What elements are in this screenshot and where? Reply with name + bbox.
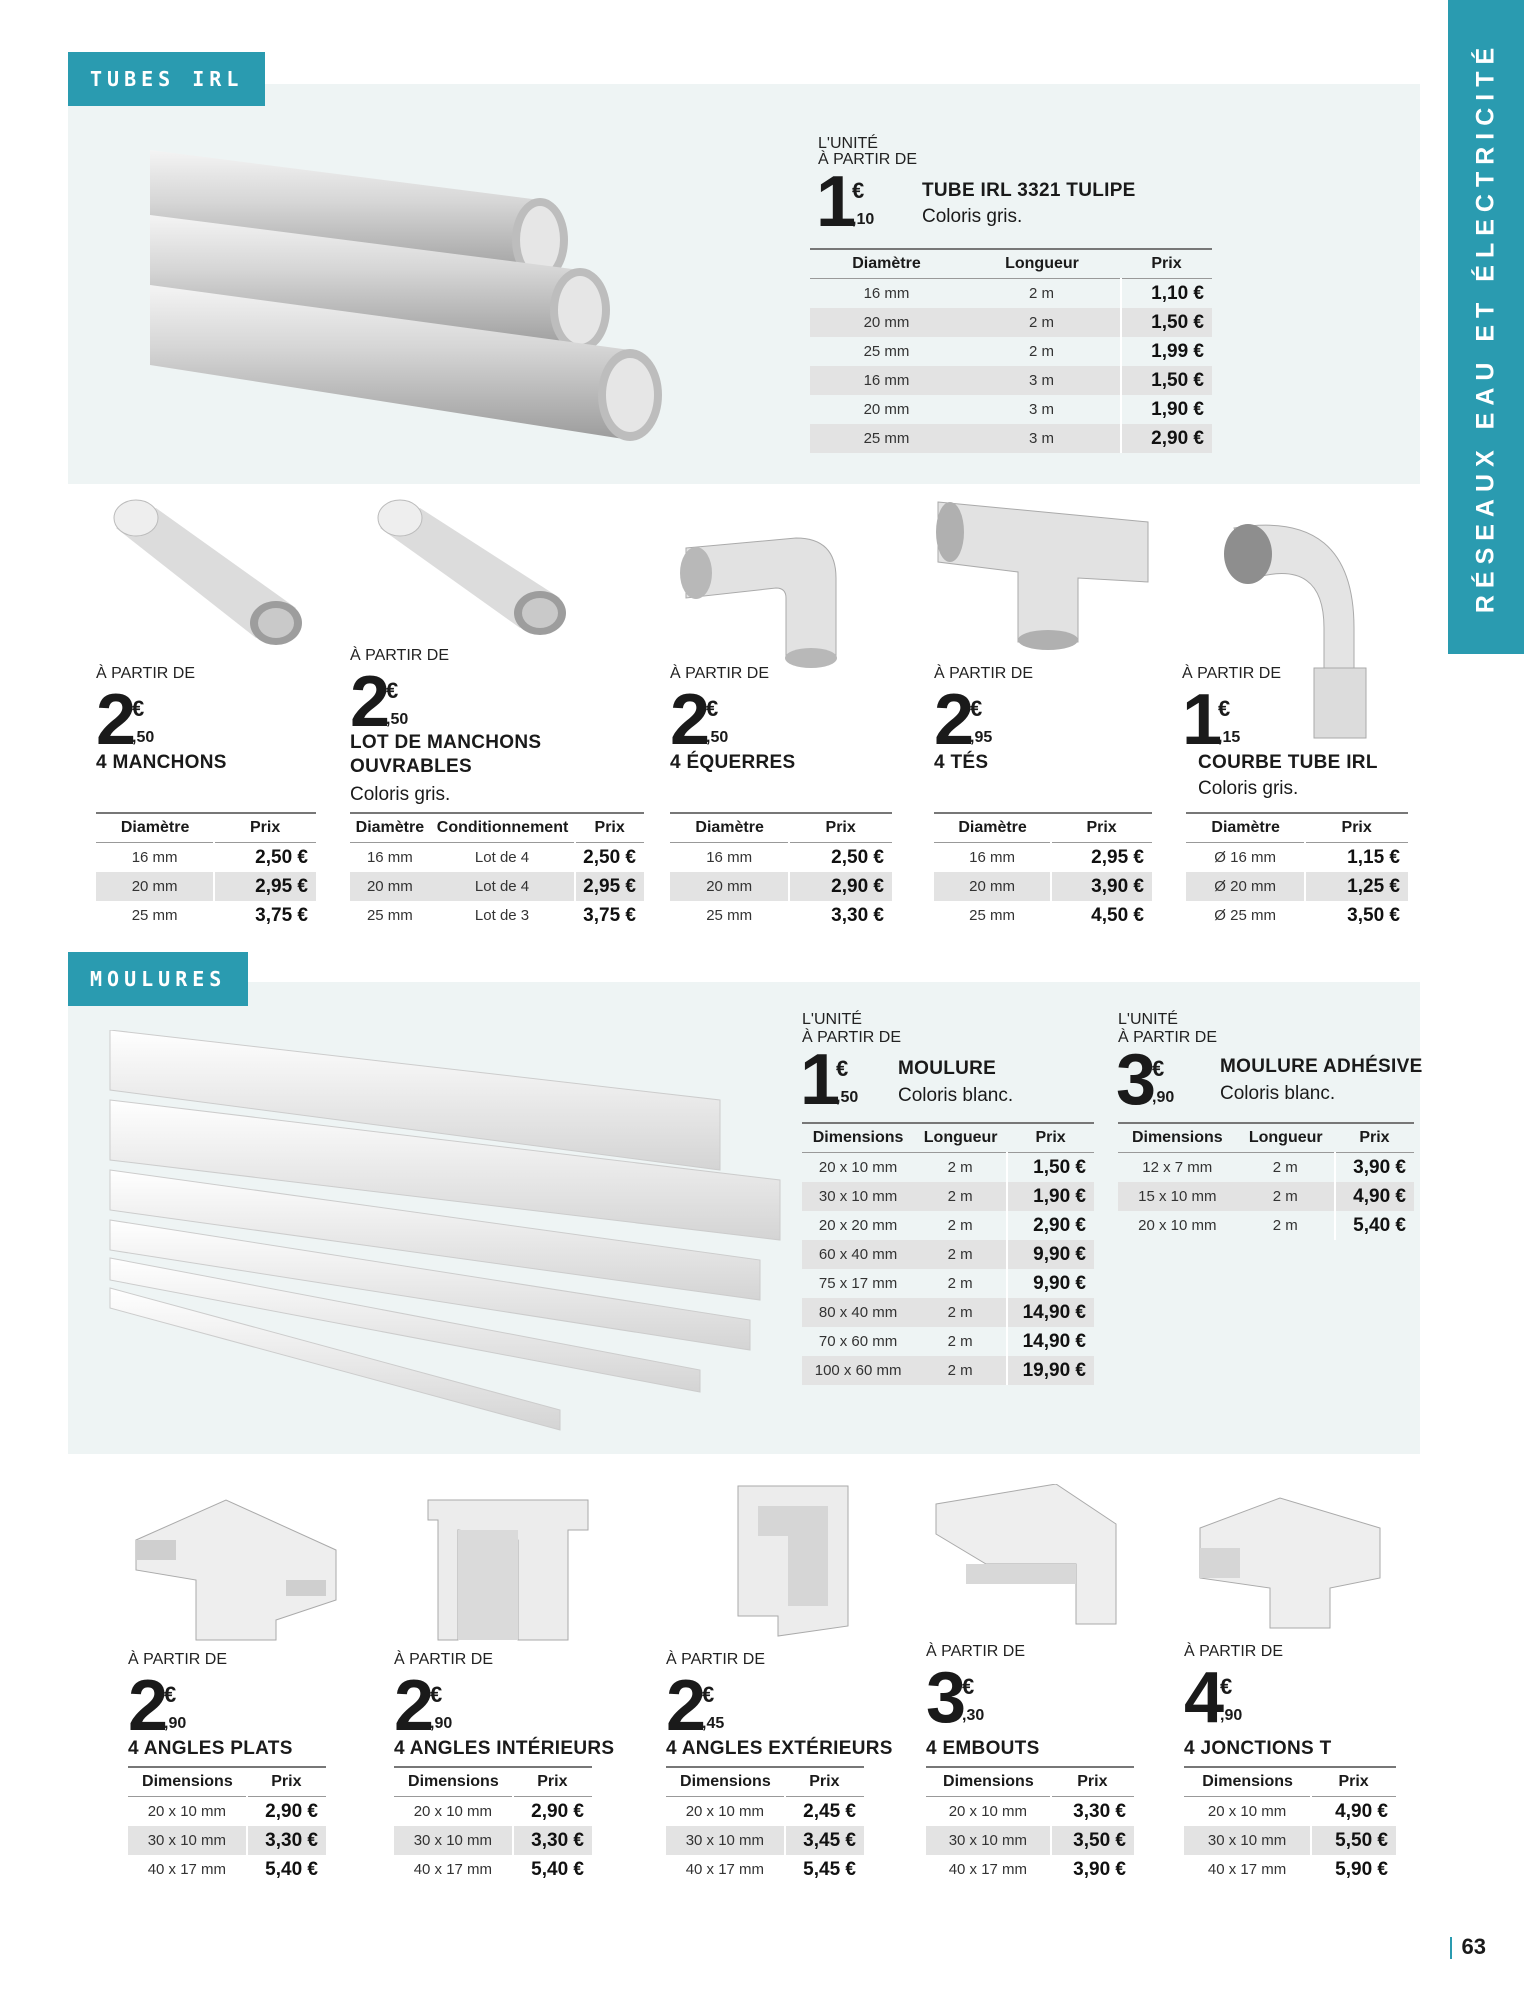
price-cell: 2,50 €	[789, 843, 892, 873]
cell: 2 m	[914, 1298, 1007, 1327]
page-number-text: 63	[1461, 1934, 1486, 1959]
cell: Lot de 3	[474, 907, 530, 924]
table-row	[394, 1826, 592, 1855]
price-euros: 2	[394, 1666, 433, 1746]
col-header: Dimensions	[926, 1767, 1051, 1797]
cell: 20 x 10 mm	[948, 1803, 1028, 1820]
sleeve-tube-icon	[96, 498, 306, 668]
product-title: 4 ANGLES EXTÉRIEURS	[666, 1738, 893, 1759]
price-cell: 9,90 €	[1007, 1240, 1094, 1269]
end-cap-icon	[926, 1484, 1126, 1634]
cell: 20 mm	[863, 401, 910, 418]
price-cell: 3,30 €	[789, 901, 892, 930]
price-cell: 14,90 €	[1007, 1327, 1094, 1356]
product-price-table	[96, 812, 316, 930]
page-number	[1450, 1934, 1486, 1960]
price-cents: ,45	[702, 1715, 725, 1732]
cell: 2 m	[1237, 1182, 1335, 1211]
tee-fitting-icon	[928, 492, 1158, 652]
cell: Ø 25 mm	[1214, 907, 1276, 924]
moulure-adhesive-subtitle: Coloris blanc.	[1220, 1083, 1336, 1104]
price-cents: ,50	[132, 729, 155, 746]
table-row	[1118, 1153, 1414, 1183]
product-title: 4 EMBOUTS	[926, 1738, 1040, 1759]
col-header: Dimensions	[1118, 1123, 1237, 1153]
price-from: À PARTIR DE	[350, 647, 449, 664]
section-side-tab	[1448, 0, 1524, 654]
moulure-subtitle: Coloris blanc.	[898, 1085, 1014, 1106]
cell: 30 x 10 mm	[802, 1182, 914, 1211]
moulure-adhesive-unit: L'UNITÉ	[1118, 1011, 1178, 1028]
price-currency: €	[164, 1682, 177, 1707]
price-cents: ,90	[1220, 1707, 1243, 1724]
moulure-from: À PARTIR DE	[802, 1029, 901, 1046]
table-row	[128, 1797, 326, 1827]
price-currency: €	[1152, 1056, 1165, 1081]
price-from: À PARTIR DE	[96, 665, 195, 682]
tube-main-from: À PARTIR DE	[818, 151, 917, 168]
cell: 3 m	[963, 424, 1121, 453]
cell: 40 x 17 mm	[413, 1861, 493, 1878]
price-cell: 2,95 €	[214, 872, 316, 901]
product-price-table	[926, 1766, 1134, 1884]
cell: 2 m	[914, 1240, 1007, 1269]
table-row	[802, 1182, 1094, 1211]
col-header: Prix	[575, 813, 644, 843]
table-row	[934, 872, 1152, 901]
price-euros: 2	[128, 1666, 167, 1746]
irl-tubes-image	[140, 140, 700, 490]
table-row	[802, 1153, 1094, 1183]
cell: 100 x 60 mm	[802, 1356, 914, 1385]
cell: 75 x 17 mm	[818, 1275, 898, 1292]
cell: 25 mm	[810, 424, 963, 453]
col-header: Dimensions	[394, 1767, 513, 1797]
price-cell: 5,40 €	[247, 1855, 326, 1884]
col-header: Prix	[247, 1767, 326, 1797]
price-cents: ,50	[836, 1089, 859, 1106]
cell: 2 m	[914, 1182, 1007, 1211]
outer-angle-icon	[718, 1476, 858, 1646]
price-from: À PARTIR DE	[394, 1651, 493, 1668]
table-row	[1186, 901, 1408, 930]
cell: Ø 16 mm	[1214, 849, 1276, 866]
cell: 20 x 10 mm	[818, 1159, 898, 1176]
price-cell: 5,40 €	[1335, 1211, 1414, 1240]
table-row	[350, 843, 644, 873]
table-row	[810, 337, 1212, 366]
price-cell: 1,50 €	[1121, 366, 1212, 395]
cell: 15 x 10 mm	[1118, 1182, 1237, 1211]
cell: 16 mm	[706, 849, 753, 866]
product-title: 4 ANGLES PLATS	[128, 1738, 293, 1759]
cell: 40 x 17 mm	[948, 1861, 1028, 1878]
tube-main-table	[810, 248, 1212, 453]
cell: 25 mm	[969, 907, 1015, 924]
price-cell: 5,45 €	[785, 1855, 864, 1884]
moulure-adhesive-from: À PARTIR DE	[1118, 1029, 1217, 1046]
price-from: À PARTIR DE	[934, 665, 1033, 682]
price-cell: 1,90 €	[1121, 395, 1212, 424]
opening-sleeve-icon	[360, 498, 570, 658]
price-currency: €	[962, 1674, 975, 1699]
cell: 25 mm	[706, 907, 753, 924]
price-cell: 1,10 €	[1121, 279, 1212, 309]
page-number-divider	[1450, 1937, 1452, 1959]
table-row	[666, 1826, 864, 1855]
price-cell: 2,50 €	[575, 843, 644, 873]
product-price-table	[1184, 1766, 1396, 1884]
price-cell: 4,50 €	[1051, 901, 1152, 930]
price-euros: 3	[1116, 1040, 1155, 1120]
product-price-table	[670, 812, 892, 930]
price-cell: 3,75 €	[575, 901, 644, 930]
col-header: Diamètre	[350, 813, 430, 843]
product-title: 4 MANCHONS	[96, 752, 227, 773]
price-cell: 5,50 €	[1311, 1826, 1396, 1855]
table-row	[1186, 843, 1408, 873]
table-row	[926, 1855, 1134, 1884]
col-header: Dimensions	[666, 1767, 785, 1797]
price-cell: 3,45 €	[785, 1826, 864, 1855]
col-header: Diamètre	[96, 813, 214, 843]
product-price-table	[934, 812, 1152, 930]
table-row	[810, 424, 1212, 453]
table-row	[670, 901, 892, 930]
price-cents: ,90	[430, 1715, 453, 1732]
cell: 20 x 20 mm	[818, 1217, 898, 1234]
price-currency: €	[702, 1682, 715, 1707]
price-currency: €	[386, 678, 399, 703]
col-header: Prix	[789, 813, 892, 843]
cell: 25 mm	[863, 343, 910, 360]
table-row	[802, 1211, 1094, 1240]
price-cell: 19,90 €	[1007, 1356, 1094, 1385]
price-from: À PARTIR DE	[1184, 1643, 1283, 1660]
table-row	[394, 1855, 592, 1884]
cell: 2 m	[1028, 285, 1054, 302]
table-row	[128, 1855, 326, 1884]
price-currency: €	[970, 696, 983, 721]
product-title-line2: OUVRABLES	[350, 756, 472, 777]
product-price-table	[1186, 812, 1408, 930]
cell: 2 m	[914, 1356, 1007, 1385]
col-header: Prix	[785, 1767, 864, 1797]
table-row	[1186, 872, 1408, 901]
price-cell: 5,90 €	[1311, 1855, 1396, 1884]
cell: 16 mm	[863, 285, 910, 302]
price-from: À PARTIR DE	[666, 1651, 765, 1668]
price-currency: €	[852, 178, 865, 203]
cell: 3 m	[963, 366, 1121, 395]
table-row	[810, 366, 1212, 395]
table-row	[810, 395, 1212, 424]
cell: 2 m	[1272, 1159, 1298, 1176]
table-row	[802, 1240, 1094, 1269]
price-euros: 3	[926, 1658, 965, 1738]
cell: 20 x 10 mm	[1207, 1803, 1287, 1820]
moulure-table	[802, 1122, 1094, 1385]
price-cell: 3,75 €	[214, 901, 316, 930]
col-header: Dimensions	[802, 1123, 914, 1153]
cell: 40 x 17 mm	[1207, 1861, 1287, 1878]
price-from: À PARTIR DE	[670, 665, 769, 682]
col-header: Dimensions	[128, 1767, 247, 1797]
tube-main-unit: L'UNITÉ	[818, 135, 878, 152]
price-cell: 2,95 €	[575, 872, 644, 901]
moulures-image	[100, 1030, 790, 1450]
price-cell: 3,90 €	[1051, 872, 1152, 901]
price-cents: ,50	[706, 729, 729, 746]
col-header: Longueur	[914, 1123, 1007, 1153]
col-header: Prix	[1051, 1767, 1134, 1797]
cell: 2 m	[947, 1159, 973, 1176]
cell: 20 mm	[670, 872, 789, 901]
price-cell: 2,50 €	[214, 843, 316, 873]
price-cell: 1,25 €	[1305, 872, 1408, 901]
cell: 2 m	[1272, 1217, 1298, 1234]
moulure-title: MOULURE	[898, 1058, 997, 1079]
price-currency: €	[1218, 696, 1231, 721]
price-cell: 2,45 €	[785, 1797, 864, 1827]
price-cents: ,15	[1218, 729, 1241, 746]
price-from: À PARTIR DE	[128, 1651, 227, 1668]
price-cell: 1,50 €	[1121, 308, 1212, 337]
cell: 70 x 60 mm	[818, 1333, 898, 1350]
cell: 16 mm	[131, 849, 178, 866]
col-header: Prix	[1335, 1123, 1414, 1153]
table-row	[1118, 1182, 1414, 1211]
price-cents: ,90	[164, 1715, 187, 1732]
product-title: 4 JONCTIONS T	[1184, 1738, 1332, 1759]
price-cell: 14,90 €	[1007, 1298, 1094, 1327]
cell: 20 x 10 mm	[685, 1803, 765, 1820]
col-header: Dimensions	[1184, 1767, 1311, 1797]
col-header: Diamètre	[810, 249, 963, 279]
price-cell: 1,90 €	[1007, 1182, 1094, 1211]
table-row	[96, 843, 316, 873]
section-tag-tubes: TUBES IRL	[68, 52, 265, 106]
cell: 12 x 7 mm	[1142, 1159, 1213, 1176]
price-euros: 1	[800, 1040, 839, 1120]
moulure-adhesive-table	[1118, 1122, 1414, 1240]
price-cell: 2,90 €	[247, 1797, 326, 1827]
price-cell: 2,90 €	[513, 1797, 592, 1827]
product-price-table	[350, 812, 644, 930]
table-row	[96, 872, 316, 901]
price-euros: 2	[350, 662, 389, 742]
cell: 20 x 10 mm	[147, 1803, 227, 1820]
product-title: LOT DE MANCHONS	[350, 732, 542, 753]
col-header: Longueur	[1237, 1123, 1335, 1153]
table-row	[810, 308, 1212, 337]
price-euros: 1	[1182, 680, 1221, 760]
cell: 2 m	[947, 1333, 973, 1350]
table-row	[1184, 1797, 1396, 1827]
price-cell: 2,95 €	[1051, 843, 1152, 873]
product-subtitle: Coloris gris.	[1198, 778, 1299, 799]
price-cell: 3,90 €	[1335, 1153, 1414, 1183]
table-row	[666, 1797, 864, 1827]
table-row	[96, 901, 316, 930]
cell: 2 m	[947, 1217, 973, 1234]
section-tag-moulures: MOULURES	[68, 952, 248, 1006]
price-cell: 3,30 €	[513, 1826, 592, 1855]
price-euros: 2	[96, 680, 135, 760]
cell: 30 x 10 mm	[926, 1826, 1051, 1855]
table-row	[1184, 1855, 1396, 1884]
cell: 20 x 10 mm	[1138, 1217, 1217, 1234]
cell: 25 mm	[366, 907, 413, 924]
price-currency: €	[132, 696, 145, 721]
cell: 25 mm	[131, 907, 178, 924]
price-cell: 2,90 €	[1121, 424, 1212, 453]
cell: 16 mm	[969, 849, 1015, 866]
cell: 80 x 40 mm	[802, 1298, 914, 1327]
price-currency: €	[430, 1682, 443, 1707]
curve-tube-icon	[1214, 508, 1434, 748]
price-from: À PARTIR DE	[1182, 665, 1281, 682]
flat-angle-icon	[126, 1490, 346, 1650]
price-euros: 2	[666, 1666, 705, 1746]
price-cell: 3,30 €	[1051, 1797, 1134, 1827]
col-header: Diamètre	[934, 813, 1051, 843]
price-cents: ,10	[852, 211, 875, 228]
table-row	[670, 872, 892, 901]
moulure-unit: L'UNITÉ	[802, 1011, 862, 1028]
cell: 40 x 17 mm	[685, 1861, 765, 1878]
table-row	[934, 901, 1152, 930]
table-row	[802, 1269, 1094, 1298]
price-cell: 3,50 €	[1051, 1826, 1134, 1855]
col-header: Diamètre	[670, 813, 789, 843]
product-title: COURBE TUBE IRL	[1198, 752, 1378, 773]
price-currency: €	[706, 696, 719, 721]
col-header: Diamètre	[1186, 813, 1305, 843]
price-cents: ,30	[962, 1707, 985, 1724]
col-header: Prix	[214, 813, 316, 843]
price-cell: 3,50 €	[1305, 901, 1408, 930]
price-cell: 1,50 €	[1007, 1153, 1094, 1183]
cell: 16 mm	[810, 366, 963, 395]
cell: 30 x 10 mm	[1184, 1826, 1311, 1855]
price-cell: 1,15 €	[1305, 843, 1408, 873]
price-cell: 2,90 €	[789, 872, 892, 901]
price-cell: 4,90 €	[1311, 1797, 1396, 1827]
col-header: Prix	[1121, 249, 1212, 279]
price-currency: €	[836, 1056, 849, 1081]
table-row	[926, 1826, 1134, 1855]
price-euros: 1	[816, 162, 855, 242]
price-cents: ,50	[386, 711, 409, 728]
table-row	[350, 872, 644, 901]
cell: Lot de 4	[474, 849, 530, 866]
price-cell: 5,40 €	[513, 1855, 592, 1884]
price-cents: ,90	[1152, 1089, 1175, 1106]
cell: 30 x 10 mm	[666, 1826, 785, 1855]
col-header: Prix	[1311, 1767, 1396, 1797]
table-row	[934, 843, 1152, 873]
cell: 30 x 10 mm	[128, 1826, 247, 1855]
price-euros: 4	[1184, 1658, 1223, 1738]
price-cell: 9,90 €	[1007, 1269, 1094, 1298]
price-cell: 3,90 €	[1051, 1855, 1134, 1884]
price-cents: ,95	[970, 729, 993, 746]
col-header: Prix	[1051, 813, 1152, 843]
cell: 20 mm	[934, 872, 1051, 901]
table-row	[802, 1327, 1094, 1356]
price-cell: 3,30 €	[247, 1826, 326, 1855]
price-from: À PARTIR DE	[926, 1643, 1025, 1660]
price-currency: €	[1220, 1674, 1233, 1699]
product-title: 4 ANGLES INTÉRIEURS	[394, 1738, 615, 1759]
cell: 2 m	[1028, 343, 1054, 360]
cell: 30 x 10 mm	[394, 1826, 513, 1855]
side-tab-label: RÉSEAUX EAU ET ÉLECTRICITÉ	[1471, 40, 1500, 614]
price-cell: 1,99 €	[1121, 337, 1212, 366]
table-row	[1118, 1211, 1414, 1240]
cell: Ø 20 mm	[1186, 872, 1305, 901]
moulure-adhesive-title: MOULURE ADHÉSIVE	[1220, 1056, 1423, 1077]
tube-main-title: TUBE IRL 3321 TULIPE	[922, 180, 1136, 201]
cell: 3 m	[1028, 401, 1054, 418]
cell: 20 mm	[96, 872, 214, 901]
table-row	[394, 1797, 592, 1827]
table-row	[670, 843, 892, 873]
tube-main-subtitle: Coloris gris.	[922, 206, 1023, 227]
product-title: 4 TÉS	[934, 752, 989, 773]
cell: 16 mm	[366, 849, 413, 866]
col-header: Conditionnement	[430, 813, 576, 843]
table-row	[1184, 1826, 1396, 1855]
product-price-table	[128, 1766, 326, 1884]
price-euros: 2	[934, 680, 973, 760]
table-row	[350, 901, 644, 930]
cell: 2 m	[963, 308, 1121, 337]
table-row	[128, 1826, 326, 1855]
table-row	[810, 279, 1212, 309]
cell: 20 mm	[350, 872, 430, 901]
table-row	[666, 1855, 864, 1884]
cell: 60 x 40 mm	[802, 1240, 914, 1269]
product-price-table	[666, 1766, 864, 1884]
table-row	[802, 1356, 1094, 1385]
price-euros: 2	[670, 680, 709, 760]
cell: 2 m	[947, 1275, 973, 1292]
inner-angle-icon	[418, 1490, 598, 1650]
cell: 20 mm	[810, 308, 963, 337]
table-row	[802, 1298, 1094, 1327]
elbow-fitting-icon	[676, 508, 876, 668]
price-cell: 4,90 €	[1335, 1182, 1414, 1211]
product-price-table	[394, 1766, 592, 1884]
product-subtitle: Coloris gris.	[350, 784, 451, 805]
col-header: Longueur	[963, 249, 1121, 279]
product-title: 4 ÉQUERRES	[670, 752, 796, 773]
cell: Lot de 4	[430, 872, 576, 901]
cell: 20 x 10 mm	[413, 1803, 493, 1820]
col-header: Prix	[513, 1767, 592, 1797]
price-cell: 2,90 €	[1007, 1211, 1094, 1240]
cell: 40 x 17 mm	[147, 1861, 227, 1878]
col-header: Prix	[1305, 813, 1408, 843]
t-junction-icon	[1190, 1488, 1390, 1638]
col-header: Prix	[1007, 1123, 1094, 1153]
table-row	[926, 1797, 1134, 1827]
